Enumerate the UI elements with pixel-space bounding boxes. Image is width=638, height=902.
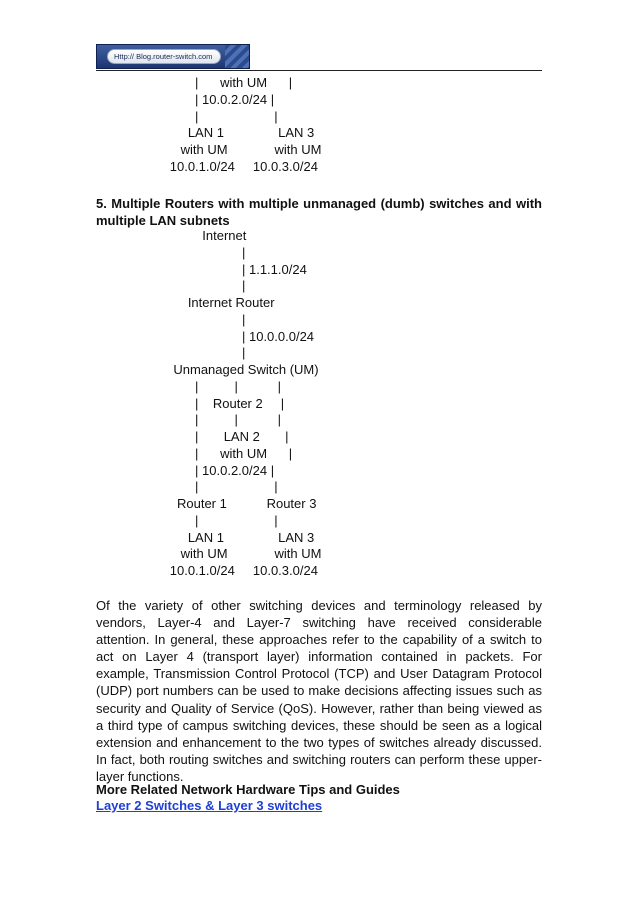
diagram-line: | with UM | xyxy=(0,445,293,461)
diagram-line: | | | xyxy=(0,412,282,428)
diagram-line: | xyxy=(0,345,246,361)
diagram-line: Internet xyxy=(0,228,247,243)
body-paragraph: Of the variety of other switching devices and terminology released by vendors, Layer-4 and Layer-7 switching have received considerable attention. In general, these approaches refer to the capability of a switch to act on Layer 4 (transport layer) information contained in packets. For example, Transmission Control Protocol (TCP) and User Datagram Protocol (UDP) port numbers can be used to make decisions affecting issues such as security and Quality of Service (QoS). However, rather than being viewed as a third type of campus switching devices, these should be seen as a logical extension and enhancement to the two types of switches already discussed. In fact, both routing switches and switching routers can perform these upper-layer functions. xyxy=(96,598,542,784)
diagram-line: | LAN 2 | xyxy=(0,429,289,444)
diagram-line: Unmanaged Switch (UM) xyxy=(0,362,319,377)
diagram-line: | xyxy=(0,278,246,294)
diagram-line: | | xyxy=(0,108,278,124)
logo-url-text: Http:// Blog.router-switch.com xyxy=(107,49,221,64)
diagram-line: | xyxy=(0,244,246,260)
diagram-line: Internet Router xyxy=(0,295,275,310)
logo-decoration xyxy=(225,45,249,68)
diagram-line: | 10.0.0.0/24 xyxy=(0,328,315,344)
network-diagram-continued xyxy=(0,75,638,176)
network-diagram-multiple-routers xyxy=(0,228,638,580)
diagram-line: 10.0.1.0/24 10.0.3.0/24 xyxy=(0,563,318,578)
diagram-line: | 10.0.2.0/24 | xyxy=(0,91,275,107)
diagram-line: LAN 1 LAN 3 xyxy=(0,529,315,545)
diagram-line: | | | xyxy=(0,378,282,394)
related-guides-heading: More Related Network Hardware Tips and Guides xyxy=(96,782,400,797)
diagram-line: Router 1 Router 3 xyxy=(0,496,317,511)
diagram-line: | xyxy=(0,311,246,327)
diagram-line: | 1.1.1.0/24 xyxy=(0,261,307,277)
diagram-line: with UM with UM xyxy=(0,546,322,562)
site-logo xyxy=(96,44,250,69)
related-guide-link[interactable]: Layer 2 Switches & Layer 3 switches xyxy=(96,798,323,813)
header-rule xyxy=(96,70,542,71)
section-heading: 5. Multiple Routers with multiple unmanaged (dumb) switches and with multiple LAN subnets xyxy=(96,196,542,228)
diagram-line: | | xyxy=(0,479,278,495)
diagram-line: | with UM | xyxy=(0,75,293,90)
diagram-line: with UM with UM xyxy=(0,142,322,157)
diagram-line: | | xyxy=(0,512,278,528)
diagram-line: 10.0.1.0/24 10.0.3.0/24 xyxy=(0,158,318,174)
diagram-line: | Router 2 | xyxy=(0,395,285,411)
diagram-line: LAN 1 LAN 3 xyxy=(0,125,315,141)
diagram-line: | 10.0.2.0/24 | xyxy=(0,462,275,478)
